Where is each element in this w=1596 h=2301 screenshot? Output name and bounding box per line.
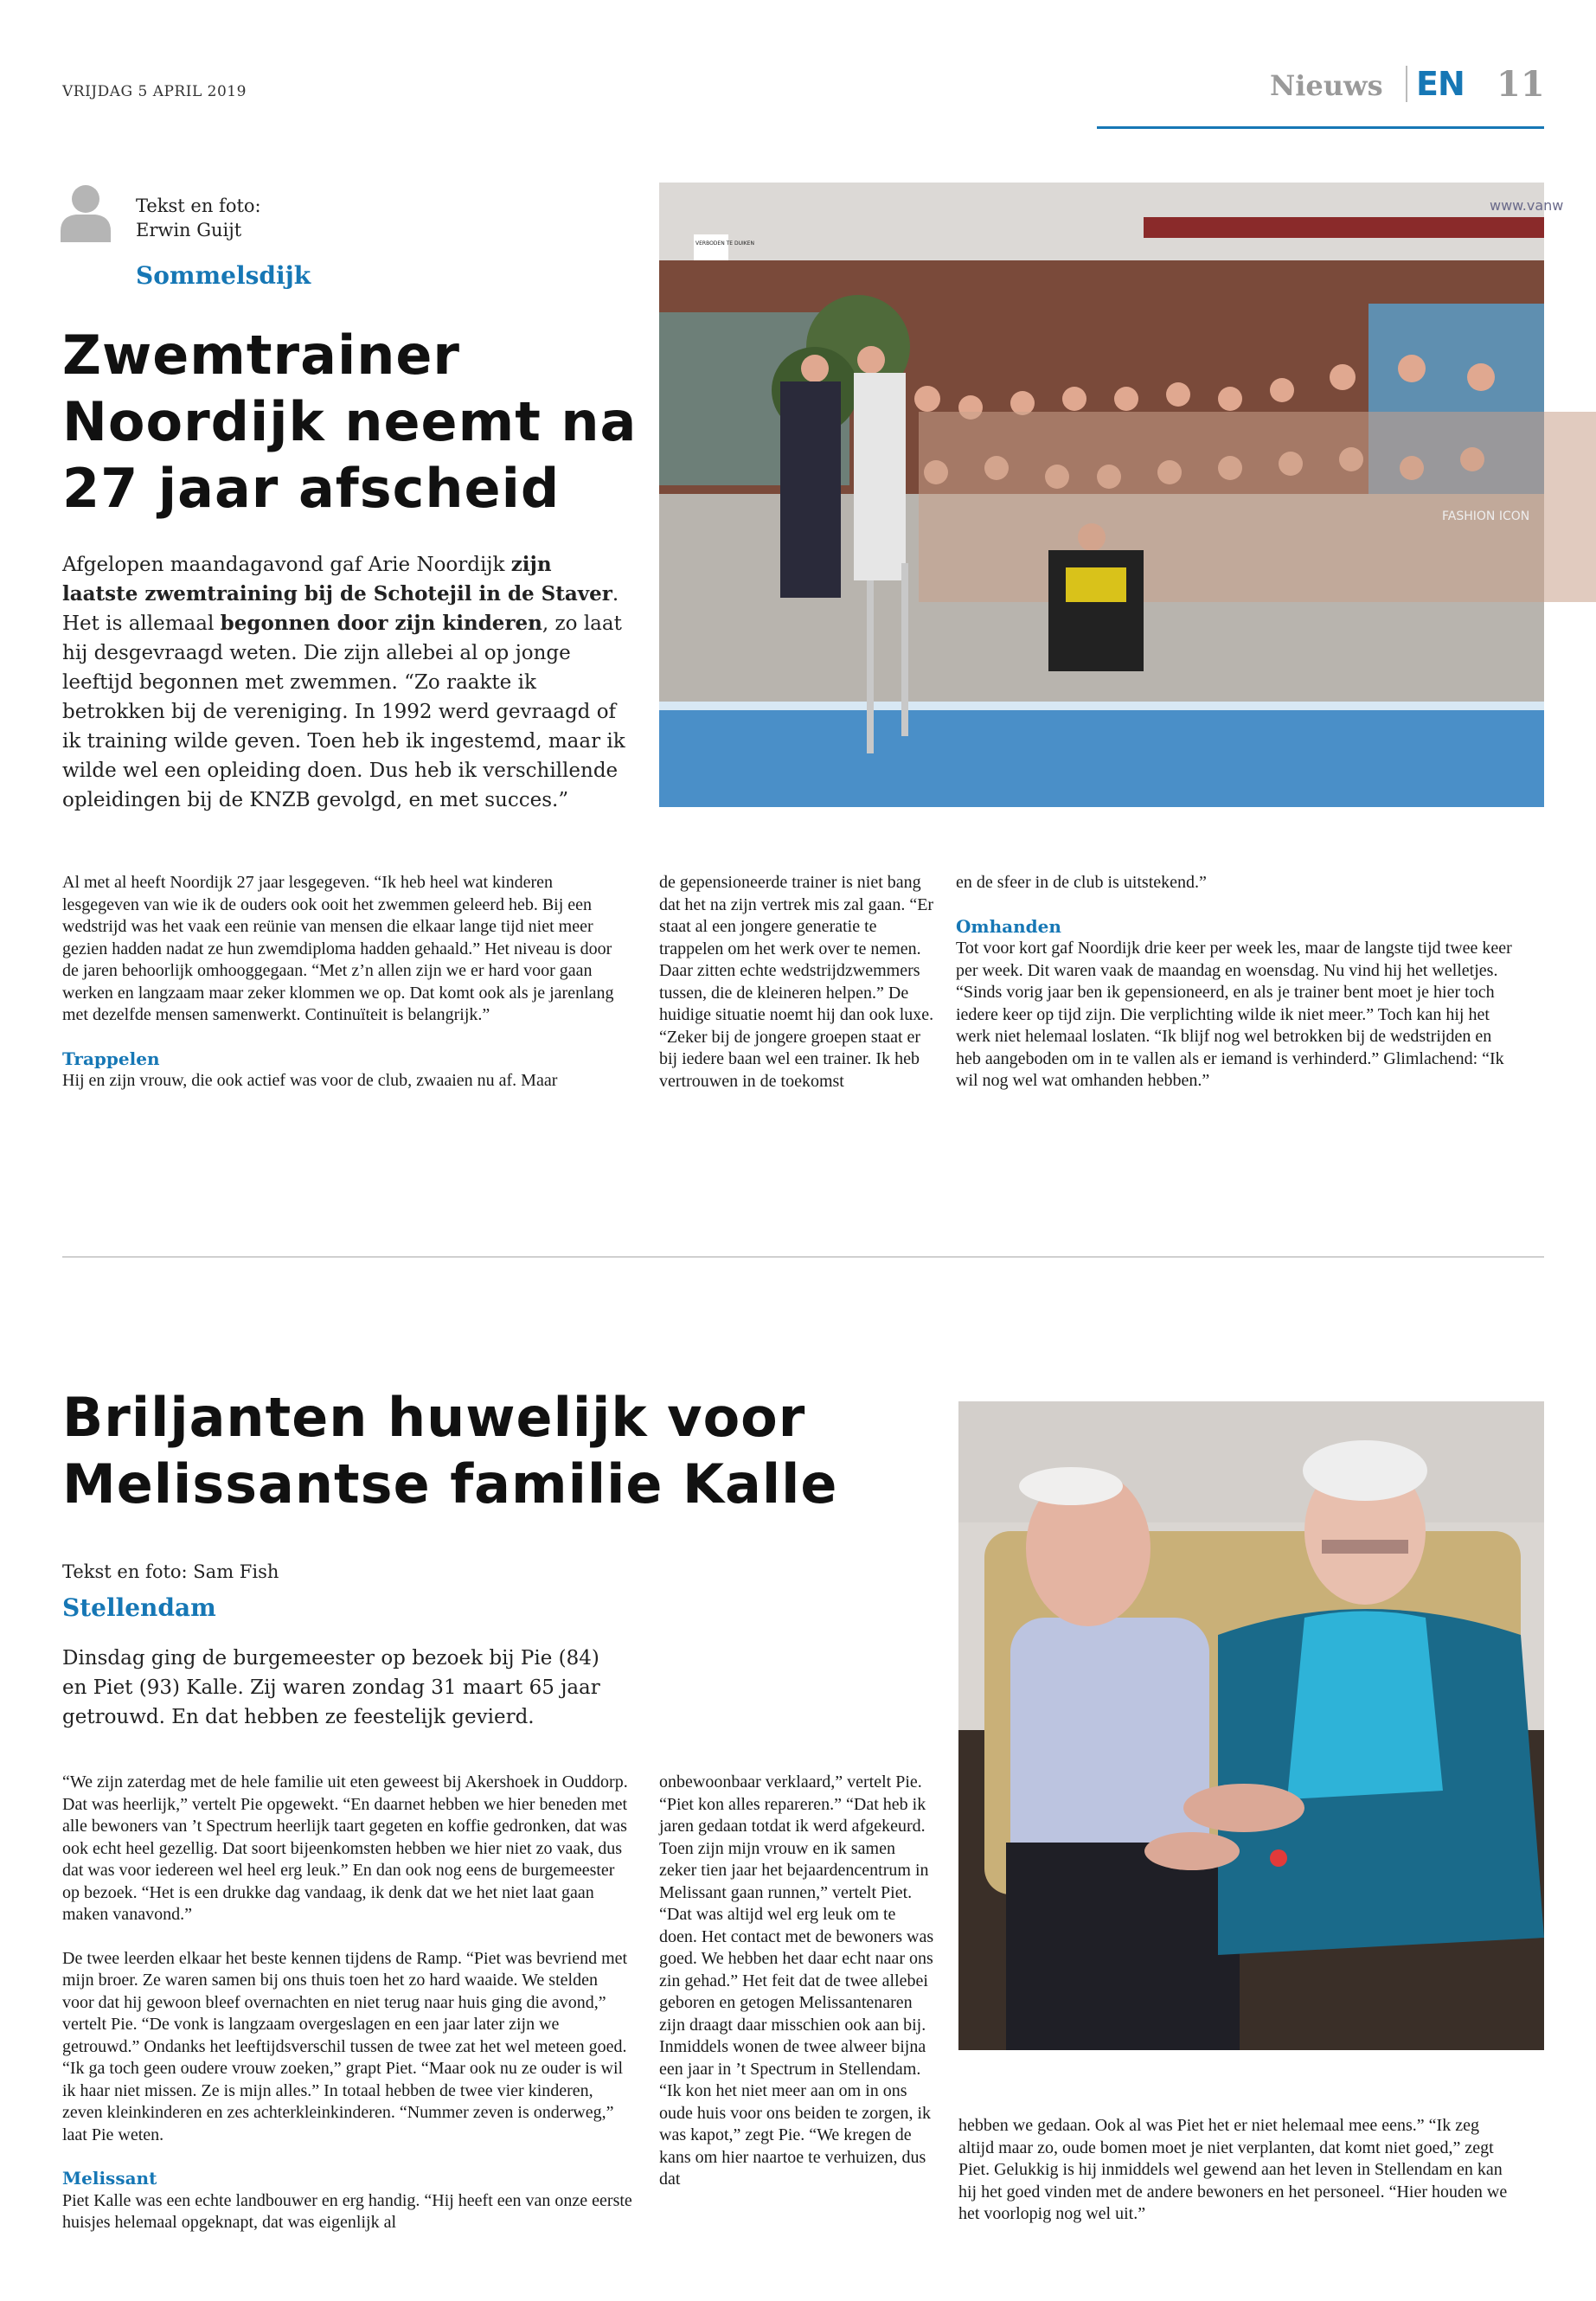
- subheading: Melissant: [62, 2168, 157, 2189]
- article2-credit: Tekst en foto: Sam Fish: [62, 1561, 279, 1582]
- article1-column-2: [659, 872, 936, 1093]
- shirt-print: FASHION ICON: [1442, 510, 1530, 523]
- section-label: Nieuws: [1270, 69, 1383, 102]
- swim-team-photo: [659, 183, 1564, 807]
- paragraph: Tot voor kort gaf Noordijk drie keer per week les, maar de langste tijd twee keer per week. Dit waren vaak de maandag en woensdag. Nu vind hij het welletjes. “Sinds vorig jaar ben ik gepensioneerd, en als je trainer bent moet je hier toch iedere keer op tijd zijn. Die verplichting wilde ik niet meer.” Toch kan hij het werk niet helemaal loslaten. “Ik blijf nog wel betrokken bij de wedstrijden en heb aangeboden om in te vallen als er iemand is verhinderd.” Glimlachend: “Ik wil nog wel wat omhanden hebben.”: [956, 939, 1512, 1090]
- paragraph: hebben we gedaan. Ook al was Piet het er niet helemaal mee eens.” “Ik zeg altijd maar zo, oude bomen moet je niet verplanten, dat komt niet goed,” zegt Piet. Gelukkig is hij inmiddels wel gewend aan het leven in Stellendam en kan hij het goed vinden met de andere bewoners en het personeel. “Hier houden we het voorlopig nog wel uit.”: [958, 2116, 1508, 2223]
- issue-date: VRIJDAG 5 APRIL 2019: [62, 83, 247, 100]
- paragraph: “We zijn zaterdag met de hele familie uit eten geweest bij Akershoek in Ouddorp. Dat was heerlijk,” vertelt Pie opgewekt. “En daarnet hebben we hier beneden met alle bewoners van ’t Spectrum heerlijk taart gegeten en koffie gedronken, dat was ook echt heel gezellig. Dat soort bijeenkomsten hebben we hier niet zo vaak, dus dat was voor iedereen wel heel erg leuk.” En dan ook nog eens de burgemeester op bezoek. “Het is een drukke dag vandaag, ik denk dat we het niet laat gaan maken vanavond.”: [62, 1772, 628, 1924]
- credit-line: Tekst en foto:: [136, 195, 261, 216]
- paragraph: de gepensioneerde trainer is niet bang dat het na zijn vertrek mis zal gaan. “Er staat al een jongere generatie te trappelen om het werk over te nemen. Daar zitten echte wedstrijdzwemmers tussen, die de kleineren helpen.” De huidige situatie noemt hij dan ook luxe. “Zeker bij de jongere groepen staat er bij iedere baan wel een trainer. Ik heb vertrouwen in de toekomst: [659, 873, 934, 1091]
- newspaper-logo: EN: [1406, 66, 1465, 102]
- paragraph: De twee leerden elkaar het beste kennen tijdens de Ramp. “Piet was bevriend met mijn broer. Ze waren samen bij ons thuis toen het zo hard waaide. We stelden voor dat hij gewoon bleef overnachten en niet terug naar huis ging die avond,” vertelt Pie. “De vonk is langzaam overgeslagen en een jaar later zijn we getrouwd.” Ondanks het leeftijdsverschil tussen de twee zat het wel meteen goed. “Ik ga toch geen oudere vrouw zoeken,” grapt Piet. “Maar ook nu ze ouder is wil ik haar niet missen. Ze is mijn alles.” In totaal hebben de twee vier kinderen, zeven kleinkinderen en zes achterkleinkinderen. “Nummer zeven is onderweg,” laat Pie weten.: [62, 1948, 628, 2144]
- lead-text: . Het is allemaal: [62, 583, 619, 635]
- banner-url: www.vanw: [1490, 197, 1564, 214]
- page-number: 11: [1497, 64, 1545, 105]
- paragraph: Piet Kalle was een echte landbouwer en erg handig. “Hij heeft een van onze eerste huisjes helemaal opgeknapt, dat was eigenlijk al: [62, 2190, 632, 2232]
- article2-lead: Dinsdag ging de burgemeester op bezoek bij Pie (84) en Piet (93) Kalle. Zij waren zondag 31 maart 65 jaar getrouwd. En dat hebben ze feestelijk gevierd.: [62, 1647, 600, 1728]
- headline-line: Briljanten huwelijk voor: [62, 1386, 806, 1449]
- article2-column-2: [659, 1772, 936, 2191]
- lead-bold: zijn laatste zwemtraining bij de Schotejil in de Staver: [62, 553, 612, 606]
- headline-line: Melissantse familie Kalle: [62, 1452, 838, 1516]
- article1-credit: [136, 194, 261, 242]
- article2-column-3: [958, 2115, 1516, 2226]
- paragraph: Hij en zijn vrouw, die ook actief was voor de club, zwaaien nu af. Maar: [62, 1071, 558, 1090]
- article1-place: Sommelsdijk: [136, 261, 311, 290]
- article2-headline: [62, 1384, 837, 1517]
- paragraph: onbewoonbaar verklaard,” vertelt Pie. “Piet kon alles repareren.” “Dat heb ik jaren gedaan totdat ik werd afgekeurd. Toen zijn mijn vrouw en ik samen zeker tien jaar het bejaardencentrum in Melissant gaan runnen,” vertelt Piet. “Dat was altijd wel erg leuk om te doen. Het contact met de bewoners was goed. We hebben het daar echt naar ons zin gehad.” Het feit dat de twee allebei geboren en getogen Melissantenaren zijn draagt daar misschien ook aan bij. Inmiddels wonen de twee alweer bijna een jaar in ’t Spectrum in Stellendam. “Ik kon het niet meer aan om in ons oude huis voor ons beiden te zorgen, ik was kapot,” zegt Pie. “We kregen de kans om hier naartoe te verhuizen, dus dat: [659, 1772, 934, 2189]
- article1-column-3: [956, 872, 1514, 1093]
- headline-line: Noordijk neemt na: [62, 390, 638, 453]
- header-rule: [1097, 126, 1544, 129]
- headline-line: Zwemtrainer: [62, 324, 460, 387]
- couple-photo: [958, 1401, 1544, 2050]
- pool-sign: VERBODEN TE DUIKEN: [695, 240, 754, 247]
- lead-text: Afgelopen maandagavond gaf Arie Noordijk: [62, 554, 511, 576]
- lead-text: , zo laat hij desgevraagd weten. Die zijn allebei al op jonge leeftijd begonnen met zwemmen. “Zo raakte ik betrokken bij de vereniging. In 1992 werd gevraagd of ik training wilde geven. Toen heb ik ingestemd, maar ik wilde wel een opleiding doen. Dus heb ik verschillende opleidingen bij de KNZB gevolgd, en met succes.”: [62, 612, 625, 811]
- subheading: Trappelen: [62, 1048, 160, 1069]
- person-icon: [61, 183, 111, 242]
- article-divider: [62, 1256, 1544, 1258]
- paragraph: Al met al heeft Noordijk 27 jaar lesgegeven. “Ik heb heel wat kinderen lesgegeven van wie ik de ouders ook ooit het zwemmen geleerd heb. Bij een wedstrijd was het vaak een reünie van mensen die elkaar lange tijd niet meer gezien hadden nadat ze hun zwemdiploma hadden gehaald.” Het niveau is door de jaren behoorlijk omhooggegaan. “Met z’n allen zijn we er hard voor gaan werken en langzaam maar zeker klommen we op. Dat komt ook als je jarenlang met dezelfde mensen samenwerkt. Continuïteit is belangrijk.”: [62, 873, 614, 1024]
- headline-line: 27 jaar afscheid: [62, 457, 561, 520]
- article1-lead: [62, 550, 633, 815]
- credit-author: Erwin Guijt: [136, 220, 242, 240]
- article1-headline: [62, 322, 637, 522]
- article2-place: Stellendam: [62, 1593, 216, 1622]
- article1-column-1: [62, 872, 616, 1093]
- paragraph: en de sfeer in de club is uitstekend.”: [956, 873, 1207, 892]
- article2-column-1: [62, 1772, 633, 2234]
- subheading: Omhanden: [956, 915, 1061, 937]
- lead-bold: begonnen door zijn kinderen: [220, 612, 542, 635]
